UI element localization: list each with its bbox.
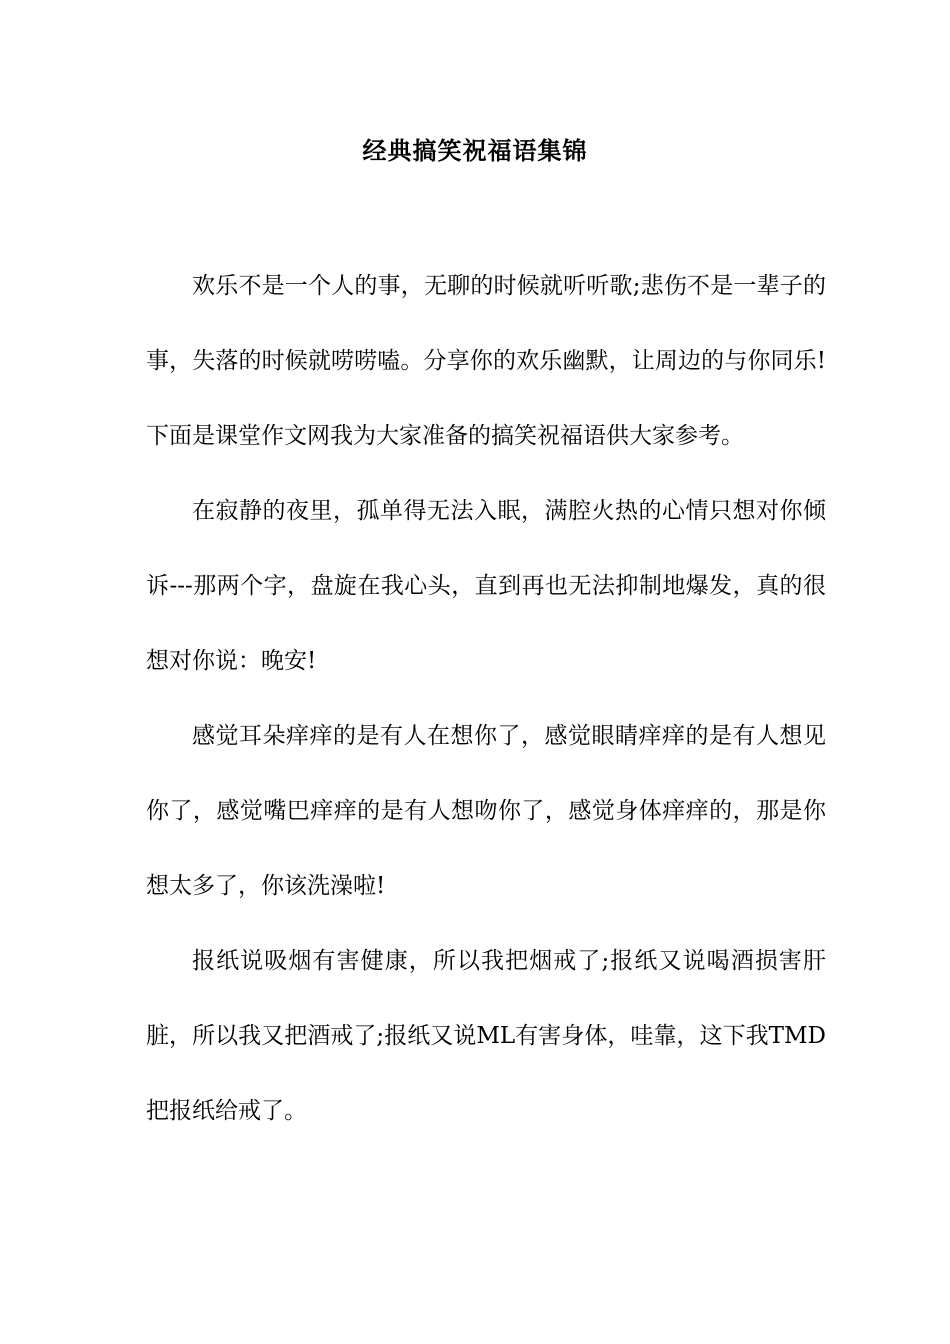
paragraph-goodnight: 在寂静的夜里，孤单得无法入眠，满腔火热的心情只想对你倾诉---那两个字，盘旋在我心头，直到再也无法抑制地爆发，真的很想对你说：晚安! <box>146 498 826 674</box>
document-body <box>146 249 826 1149</box>
paragraph-newspaper: 报纸说吸烟有害健康，所以我把烟戒了;报纸又说喝酒损害肝脏，所以我又把酒戒了;报纸又说ML有害身体，哇靠，这下我TMD把报纸给戒了。 <box>146 948 826 1124</box>
paragraph-intro: 欢乐不是一个人的事，无聊的时候就听听歌;悲伤不是一辈子的事，失落的时候就唠唠嗑。分享你的欢乐幽默，让周边的与你同乐!下面是课堂作文网我为大家准备的搞笑祝福语供大家参考。 <box>146 273 826 449</box>
document-title: 经典搞笑祝福语集锦 <box>362 136 588 165</box>
paragraph-itchy: 感觉耳朵痒痒的是有人在想你了，感觉眼睛痒痒的是有人想见你了，感觉嘴巴痒痒的是有人想吻你了，感觉身体痒痒的，那是你想太多了，你该洗澡啦! <box>146 723 826 899</box>
